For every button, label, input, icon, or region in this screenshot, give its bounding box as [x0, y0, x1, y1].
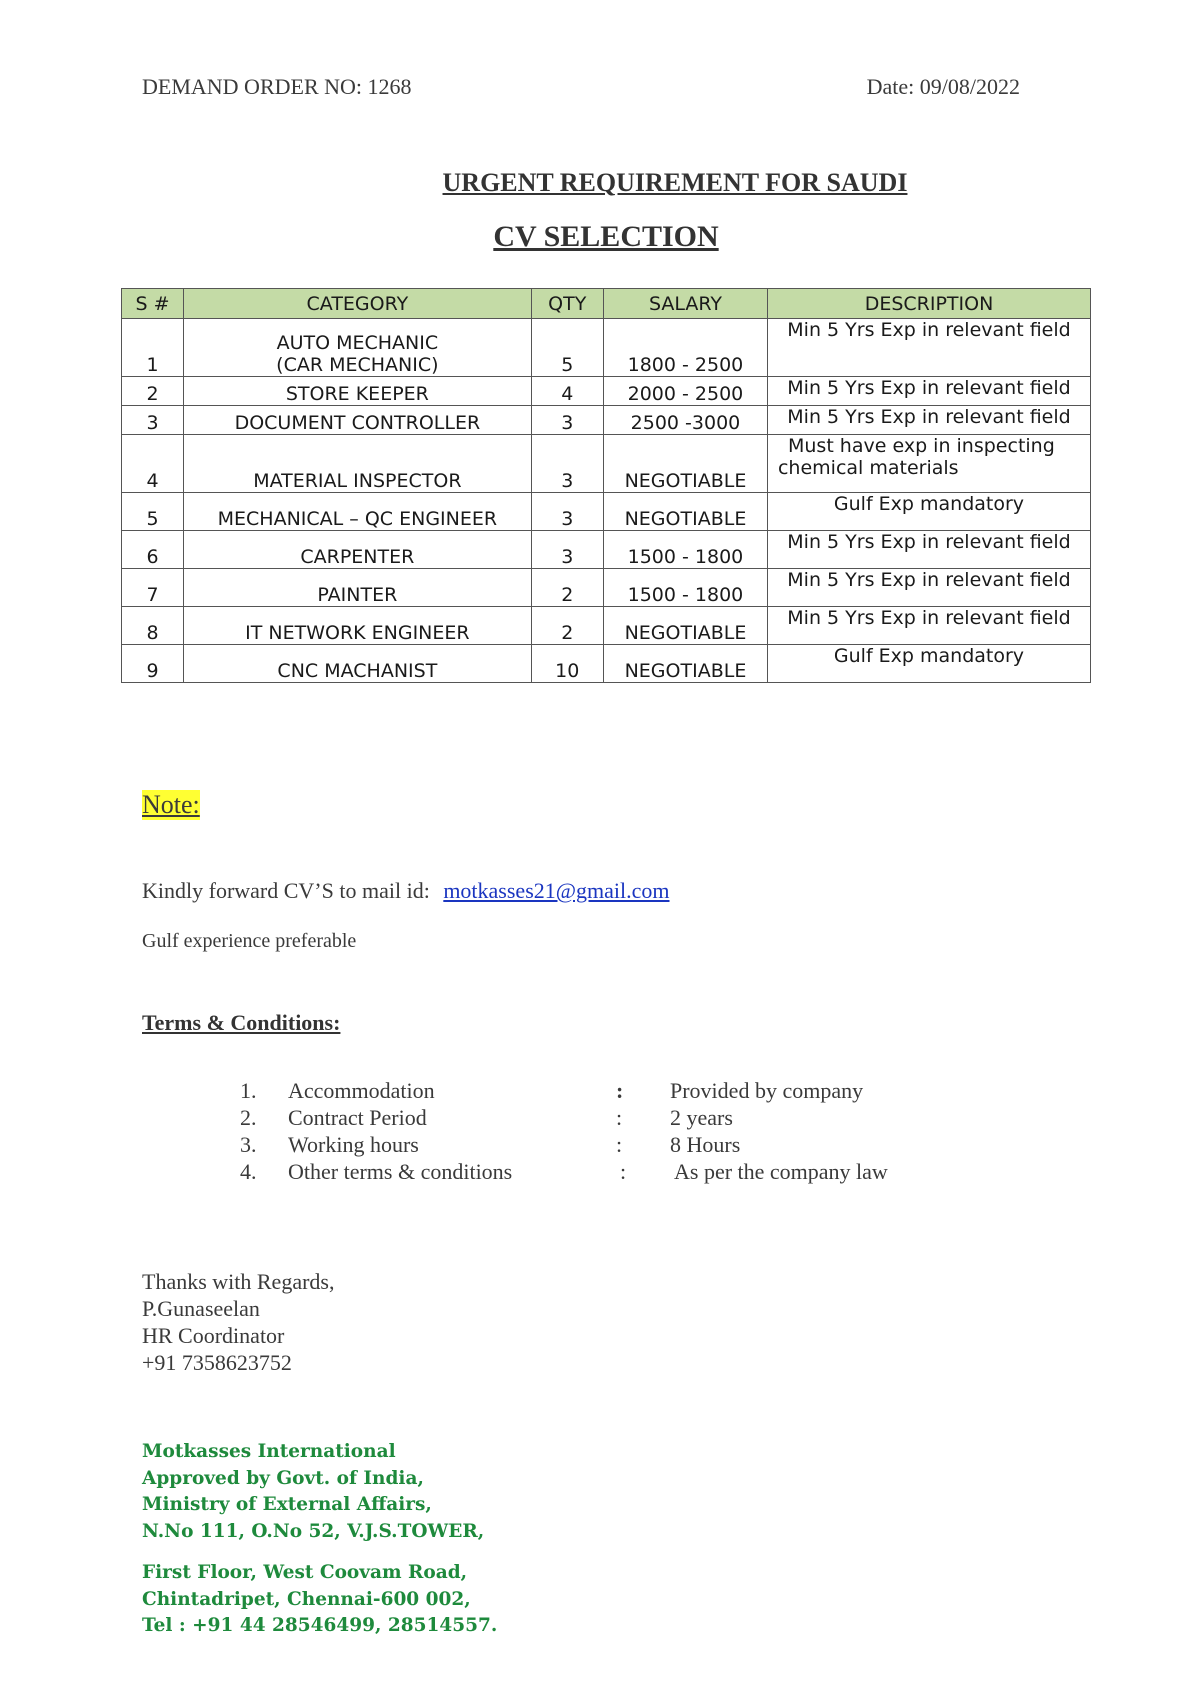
table-row: [122, 531, 1091, 569]
cell-qty: 3: [531, 435, 603, 493]
cell-category: IT NETWORK ENGINEER: [184, 607, 531, 645]
cell-category: STORE KEEPER: [184, 377, 531, 406]
demand-order-number: DEMAND ORDER NO: 1268: [142, 74, 412, 99]
cell-qty: 10: [531, 645, 603, 683]
cell-category: PAINTER: [184, 569, 531, 607]
cell-sno: 7: [122, 569, 184, 607]
category-line: AUTO MECHANIC: [276, 332, 439, 354]
cell-description: Min 5 Yrs Exp in relevant field: [767, 406, 1090, 435]
cell-category: DOCUMENT CONTROLLER: [184, 406, 531, 435]
cell-description: Min 5 Yrs Exp in relevant field: [767, 607, 1090, 645]
term-label: Working hours: [288, 1132, 419, 1157]
company-address-line: Chintadripet, Chennai-600 002,: [142, 1588, 471, 1610]
cell-sno: 8: [122, 607, 184, 645]
term-value: 2 years: [670, 1105, 733, 1130]
cell-sno: 9: [122, 645, 184, 683]
header-sno: S #: [122, 289, 184, 319]
term-number: 2.: [240, 1105, 257, 1130]
cell-category: MATERIAL INSPECTOR: [184, 435, 531, 493]
company-telephone: Tel : +91 44 28546499, 28514557.: [142, 1615, 498, 1636]
company-block-2: [142, 1560, 497, 1640]
cell-description: Min 5 Yrs Exp in relevant field: [767, 377, 1090, 406]
table-row: [122, 319, 1091, 377]
cell-description: [767, 435, 1090, 493]
description-line: Must have exp in inspecting: [787, 435, 1055, 457]
term-value: Provided by company: [670, 1078, 864, 1103]
cell-qty: 5: [531, 319, 603, 377]
cell-category: MECHANICAL – QC ENGINEER: [184, 493, 531, 531]
table-row: [122, 645, 1091, 683]
cell-category: CNC MACHANIST: [184, 645, 531, 683]
company-approval: Approved by Govt. of India,: [142, 1467, 424, 1489]
term-colon: :: [616, 1078, 624, 1103]
company-address-line: First Floor, West Coovam Road,: [142, 1562, 468, 1583]
requirements-table: [121, 288, 1091, 683]
signatory-name: P.Gunaseelan: [142, 1296, 260, 1321]
table-row: [122, 435, 1091, 493]
term-number: 3.: [240, 1132, 257, 1157]
signatory-phone: +91 7358623752: [142, 1350, 292, 1375]
cell-salary: NEGOTIABLE: [603, 435, 767, 493]
regards-text: Thanks with Regards,: [142, 1269, 335, 1294]
cell-category: CARPENTER: [184, 531, 531, 569]
term-label: Contract Period: [288, 1105, 427, 1130]
term-item: [240, 1105, 1040, 1133]
term-item: [240, 1159, 1040, 1187]
page-title: URGENT REQUIREMENT FOR SAUDI: [442, 168, 908, 197]
cell-qty: 2: [531, 607, 603, 645]
cell-description: Min 5 Yrs Exp in relevant field: [767, 531, 1090, 569]
term-label: Accommodation: [288, 1078, 435, 1103]
term-value: 8 Hours: [670, 1132, 741, 1157]
cell-salary: NEGOTIABLE: [603, 645, 767, 683]
header-category: CATEGORY: [184, 289, 531, 319]
cell-sno: 5: [122, 493, 184, 531]
cell-salary: NEGOTIABLE: [603, 607, 767, 645]
term-item: [240, 1132, 1040, 1160]
signatory-role: HR Coordinator: [142, 1323, 285, 1348]
table-row: [122, 569, 1091, 607]
company-name: Motkasses International: [142, 1441, 396, 1462]
cell-description: Min 5 Yrs Exp in relevant field: [767, 569, 1090, 607]
table-row: [122, 406, 1091, 435]
header-salary: SALARY: [603, 289, 767, 319]
cell-salary: 2500 -3000: [603, 406, 767, 435]
cell-qty: 3: [531, 406, 603, 435]
email-link[interactable]: motkasses21@gmail.com: [443, 878, 670, 903]
cell-salary: 1800 - 2500: [603, 319, 767, 377]
cell-description: Min 5 Yrs Exp in relevant field: [767, 319, 1090, 377]
cell-salary: 2000 - 2500: [603, 377, 767, 406]
cell-qty: 3: [531, 531, 603, 569]
signature-block: [142, 1268, 334, 1376]
document-date: Date: 09/08/2022: [866, 74, 1020, 99]
table-row: [122, 377, 1091, 406]
cell-sno: 3: [122, 406, 184, 435]
table-row: [122, 493, 1091, 531]
company-address-line: N.No 111, O.No 52, V.J.S.TOWER,: [142, 1520, 485, 1542]
term-value: As per the company law: [674, 1159, 888, 1184]
term-number: 1.: [240, 1078, 257, 1103]
term-colon: :: [616, 1105, 623, 1130]
gulf-preference-text: Gulf experience preferable: [142, 930, 357, 952]
page-subtitle: CV SELECTION: [493, 220, 719, 253]
cell-description: Gulf Exp mandatory: [767, 645, 1090, 683]
term-colon: :: [616, 1132, 623, 1157]
category-line: (CAR MECHANIC): [276, 354, 439, 376]
cell-description: Gulf Exp mandatory: [767, 493, 1090, 531]
cell-sno: 2: [122, 377, 184, 406]
term-label: Other terms & conditions: [288, 1159, 513, 1184]
terms-heading: Terms & Conditions:: [142, 1010, 341, 1035]
cell-qty: 2: [531, 569, 603, 607]
term-item: [240, 1078, 1040, 1106]
cell-salary: 1500 - 1800: [603, 569, 767, 607]
cell-salary: 1500 - 1800: [603, 531, 767, 569]
cell-sno: 6: [122, 531, 184, 569]
table-row: [122, 607, 1091, 645]
forward-cv-line: [142, 878, 670, 904]
cell-qty: 3: [531, 493, 603, 531]
cell-qty: 4: [531, 377, 603, 406]
term-colon: :: [620, 1159, 627, 1184]
company-ministry: Ministry of External Affairs,: [142, 1494, 432, 1515]
cell-sno: 1: [122, 319, 184, 377]
description-line: chemical materials: [777, 457, 959, 479]
header-description: DESCRIPTION: [767, 289, 1090, 319]
forward-text: Kindly forward CV’S to mail id:: [142, 878, 430, 903]
cell-salary: NEGOTIABLE: [603, 493, 767, 531]
note-label: Note:: [142, 790, 200, 819]
table-header-row: [122, 289, 1091, 319]
company-block-1: [142, 1439, 484, 1545]
header-qty: QTY: [531, 289, 603, 319]
term-number: 4.: [240, 1159, 257, 1184]
cell-sno: 4: [122, 435, 184, 493]
cell-category: [184, 319, 531, 377]
